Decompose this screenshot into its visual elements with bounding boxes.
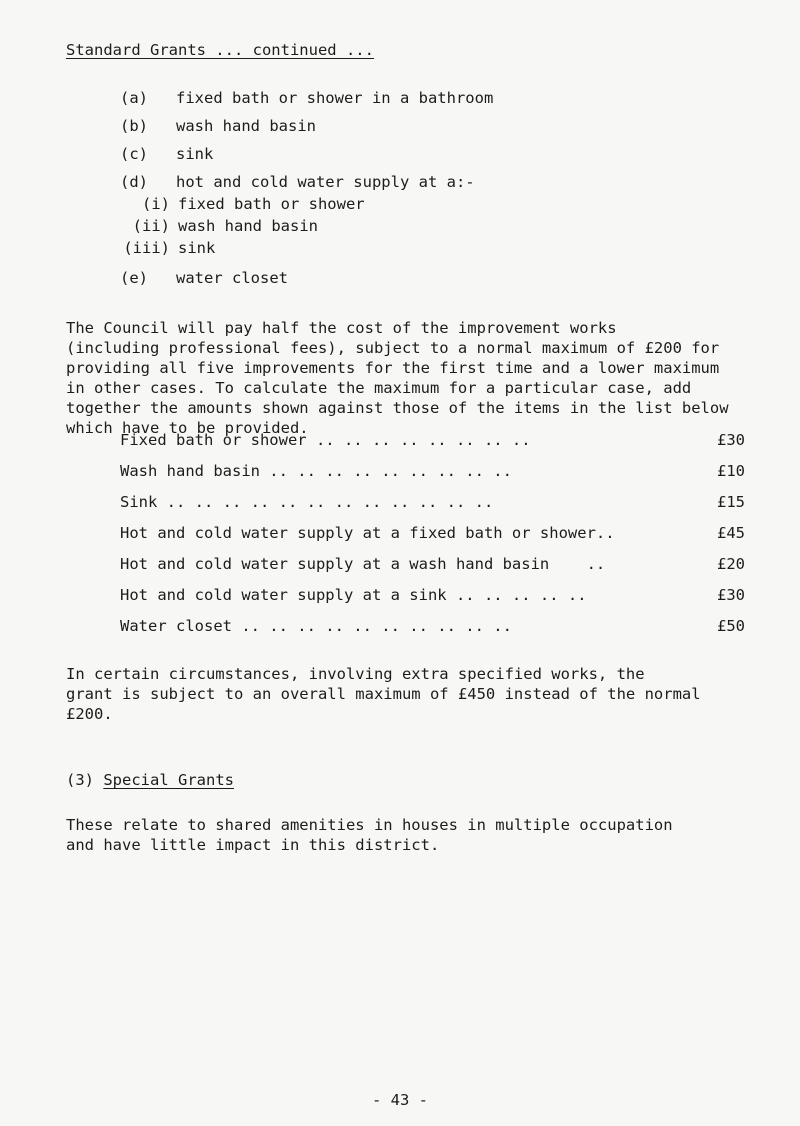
grant-amount: £30 [717,586,745,604]
item-text: fixed bath or shower in a bathroom [176,89,494,107]
grant-item: Hot and cold water supply at a wash hand basin .. [120,555,606,573]
item-text: sink [176,145,214,163]
item-label: (a) [120,89,148,107]
sub-item-label: (ii) [132,217,170,235]
grant-amount: £30 [717,431,745,449]
grant-item: Wash hand basin .. .. .. .. .. .. .. .. .. [120,462,512,480]
grant-row [120,523,745,543]
list-item [120,88,493,108]
grant-item: Fixed bath or shower .. .. .. .. .. .. .. .. [120,431,531,449]
grant-amount: £50 [717,617,745,635]
list-item [120,172,475,192]
maximum-paragraph: In certain circumstances, involving extra specified works, the grant is subject to an overall maximum of £450 instead of the normal £200. [66,665,701,723]
grant-item: Hot and cold water supply at a fixed bath or shower.. [120,524,615,542]
grant-amount: £45 [717,524,745,542]
page-heading: Standard Grants ... continued ... [66,41,374,59]
sub-item-text: fixed bath or shower [178,195,365,213]
list-item [120,268,288,288]
sub-item-text: wash hand basin [178,217,318,235]
grant-item: Water closet .. .. .. .. .. .. .. .. .. .. [120,617,512,635]
special-grants-text: These relate to shared amenities in houses in multiple occupation and have little impact in this district. [66,816,673,854]
grant-item: Hot and cold water supply at a sink .. .. .. .. .. [120,586,587,604]
grant-row [120,492,745,512]
grant-row [120,616,745,636]
grant-row [120,585,745,605]
sub-item [118,194,365,214]
item-text: wash hand basin [176,117,316,135]
item-label: (e) [120,269,148,287]
item-label: (d) [120,173,148,191]
grant-amount: £10 [717,462,745,480]
special-grants-heading [66,770,234,790]
grant-row [120,461,745,481]
grant-amount: £20 [717,555,745,573]
list-item [120,116,316,136]
item-text: water closet [176,269,288,287]
sub-item-label: (i) [142,195,170,213]
item-label: (b) [120,117,148,135]
grant-row [120,430,745,450]
sub-item-text: sink [178,239,216,257]
page-number: - 43 - [372,1091,428,1109]
section-number: (3) [66,771,94,789]
item-text: hot and cold water supply at a:- [176,173,475,191]
section-title: Special Grants [103,771,234,789]
list-item [120,144,213,164]
grant-item: Sink .. .. .. .. .. .. .. .. .. .. .. .. [120,493,494,511]
grant-amount: £15 [717,493,745,511]
grant-row [120,554,745,574]
sub-item [118,216,318,236]
sub-item [118,238,215,258]
grant-paragraph: The Council will pay half the cost of the improvement works (including professional fees), subject to a normal maximum of £200 for providing all five improvements for the first time and a lower maximum in other cases. To calculate the maximum for a particular case, add together the amounts shown against those of the items in the list below which have to be provided. [66,319,729,437]
sub-item-label: (iii) [123,239,170,257]
item-label: (c) [120,145,148,163]
